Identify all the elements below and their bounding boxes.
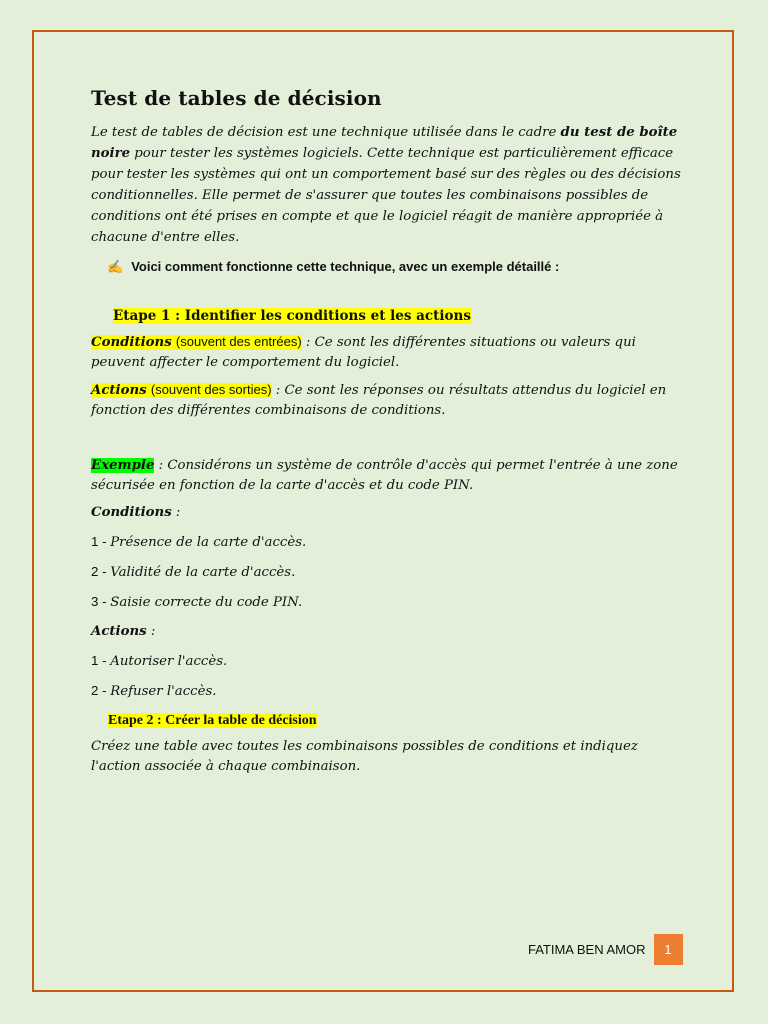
list-item: 1 - Autoriser l'accès. [91,653,228,669]
list-item: 3 - Saisie correcte du code PIN. [91,594,303,610]
document-body [91,86,681,784]
actions-highlight [91,383,272,398]
intro-paragraph [91,122,681,248]
conditions-def-text: : Ce sont les différentes situations ou valeurs qui peuvent affecter le comportement du logiciel. [91,335,636,370]
step-1-heading [113,306,681,326]
bullet-line [107,258,681,276]
actions-paren: (souvent des sorties) [150,382,272,397]
list-item: 2 - Validité de la carte d'accès. [91,564,296,580]
conditions-definition [91,332,681,372]
conditions-highlight [91,335,302,350]
footer-author: FATIMA BEN AMOR [528,942,646,957]
actions-heading: Actions : [91,624,156,639]
intro-part1: Le test de tables de décision est une technique utilisée dans le cadre [91,125,561,140]
step-1-text: Etape 1 : Identifier les conditions et les actions [113,308,471,324]
conditions-heading: Conditions : [91,505,181,520]
intro-bold: du test de boîte noire [91,125,678,161]
step-2-heading [108,711,681,731]
example-text: : Considérons un système de contrôle d'accès qui permet l'entrée à une zone sécurisée en fonction de la carte d'accès et du code PIN. [91,458,678,493]
conditions-paren: (souvent des entrées) [175,334,302,349]
conditions-label: Conditions [91,335,172,350]
page-footer [528,934,683,965]
bullet-text: Voici comment fonctionne cette technique, avec un exemple détaillé : [131,259,560,274]
example-label: Exemple [91,458,155,473]
actions-definition [91,380,681,420]
step-2-paragraph: Créez une table avec toutes les combinaisons possibles de conditions et indiquez l'action associée à chaque combinaison. [91,739,638,774]
intro-part2: pour tester les systèmes logiciels. Cette technique est particulièrement efficace pour tester les systèmes qui ont un comportement basé sur des règles ou des décisions conditionnelles. Elle permet de s'assurer que toutes les combinaisons possibles de conditions ont été prises en compte et que le logiciel réagit de manière appropriée à chacune d'entre elles. [91,146,681,245]
spacer [91,428,681,456]
actions-def-text: : Ce sont les réponses ou résultats attendus du logiciel en fonction des différentes combinaisons de conditions. [91,383,667,418]
writing-hand-icon: ✍ [107,259,124,274]
list-item: 1 - Présence de la carte d'accès. [91,534,307,550]
page-number-badge: 1 [654,934,683,965]
example-paragraph [91,456,681,495]
list-item: 2 - Refuser l'accès. [91,683,217,699]
step-2-text: Etape 2 : Créer la table de décision [108,713,317,728]
actions-label: Actions [91,383,147,398]
document-title: Test de tables de décision [91,86,382,110]
